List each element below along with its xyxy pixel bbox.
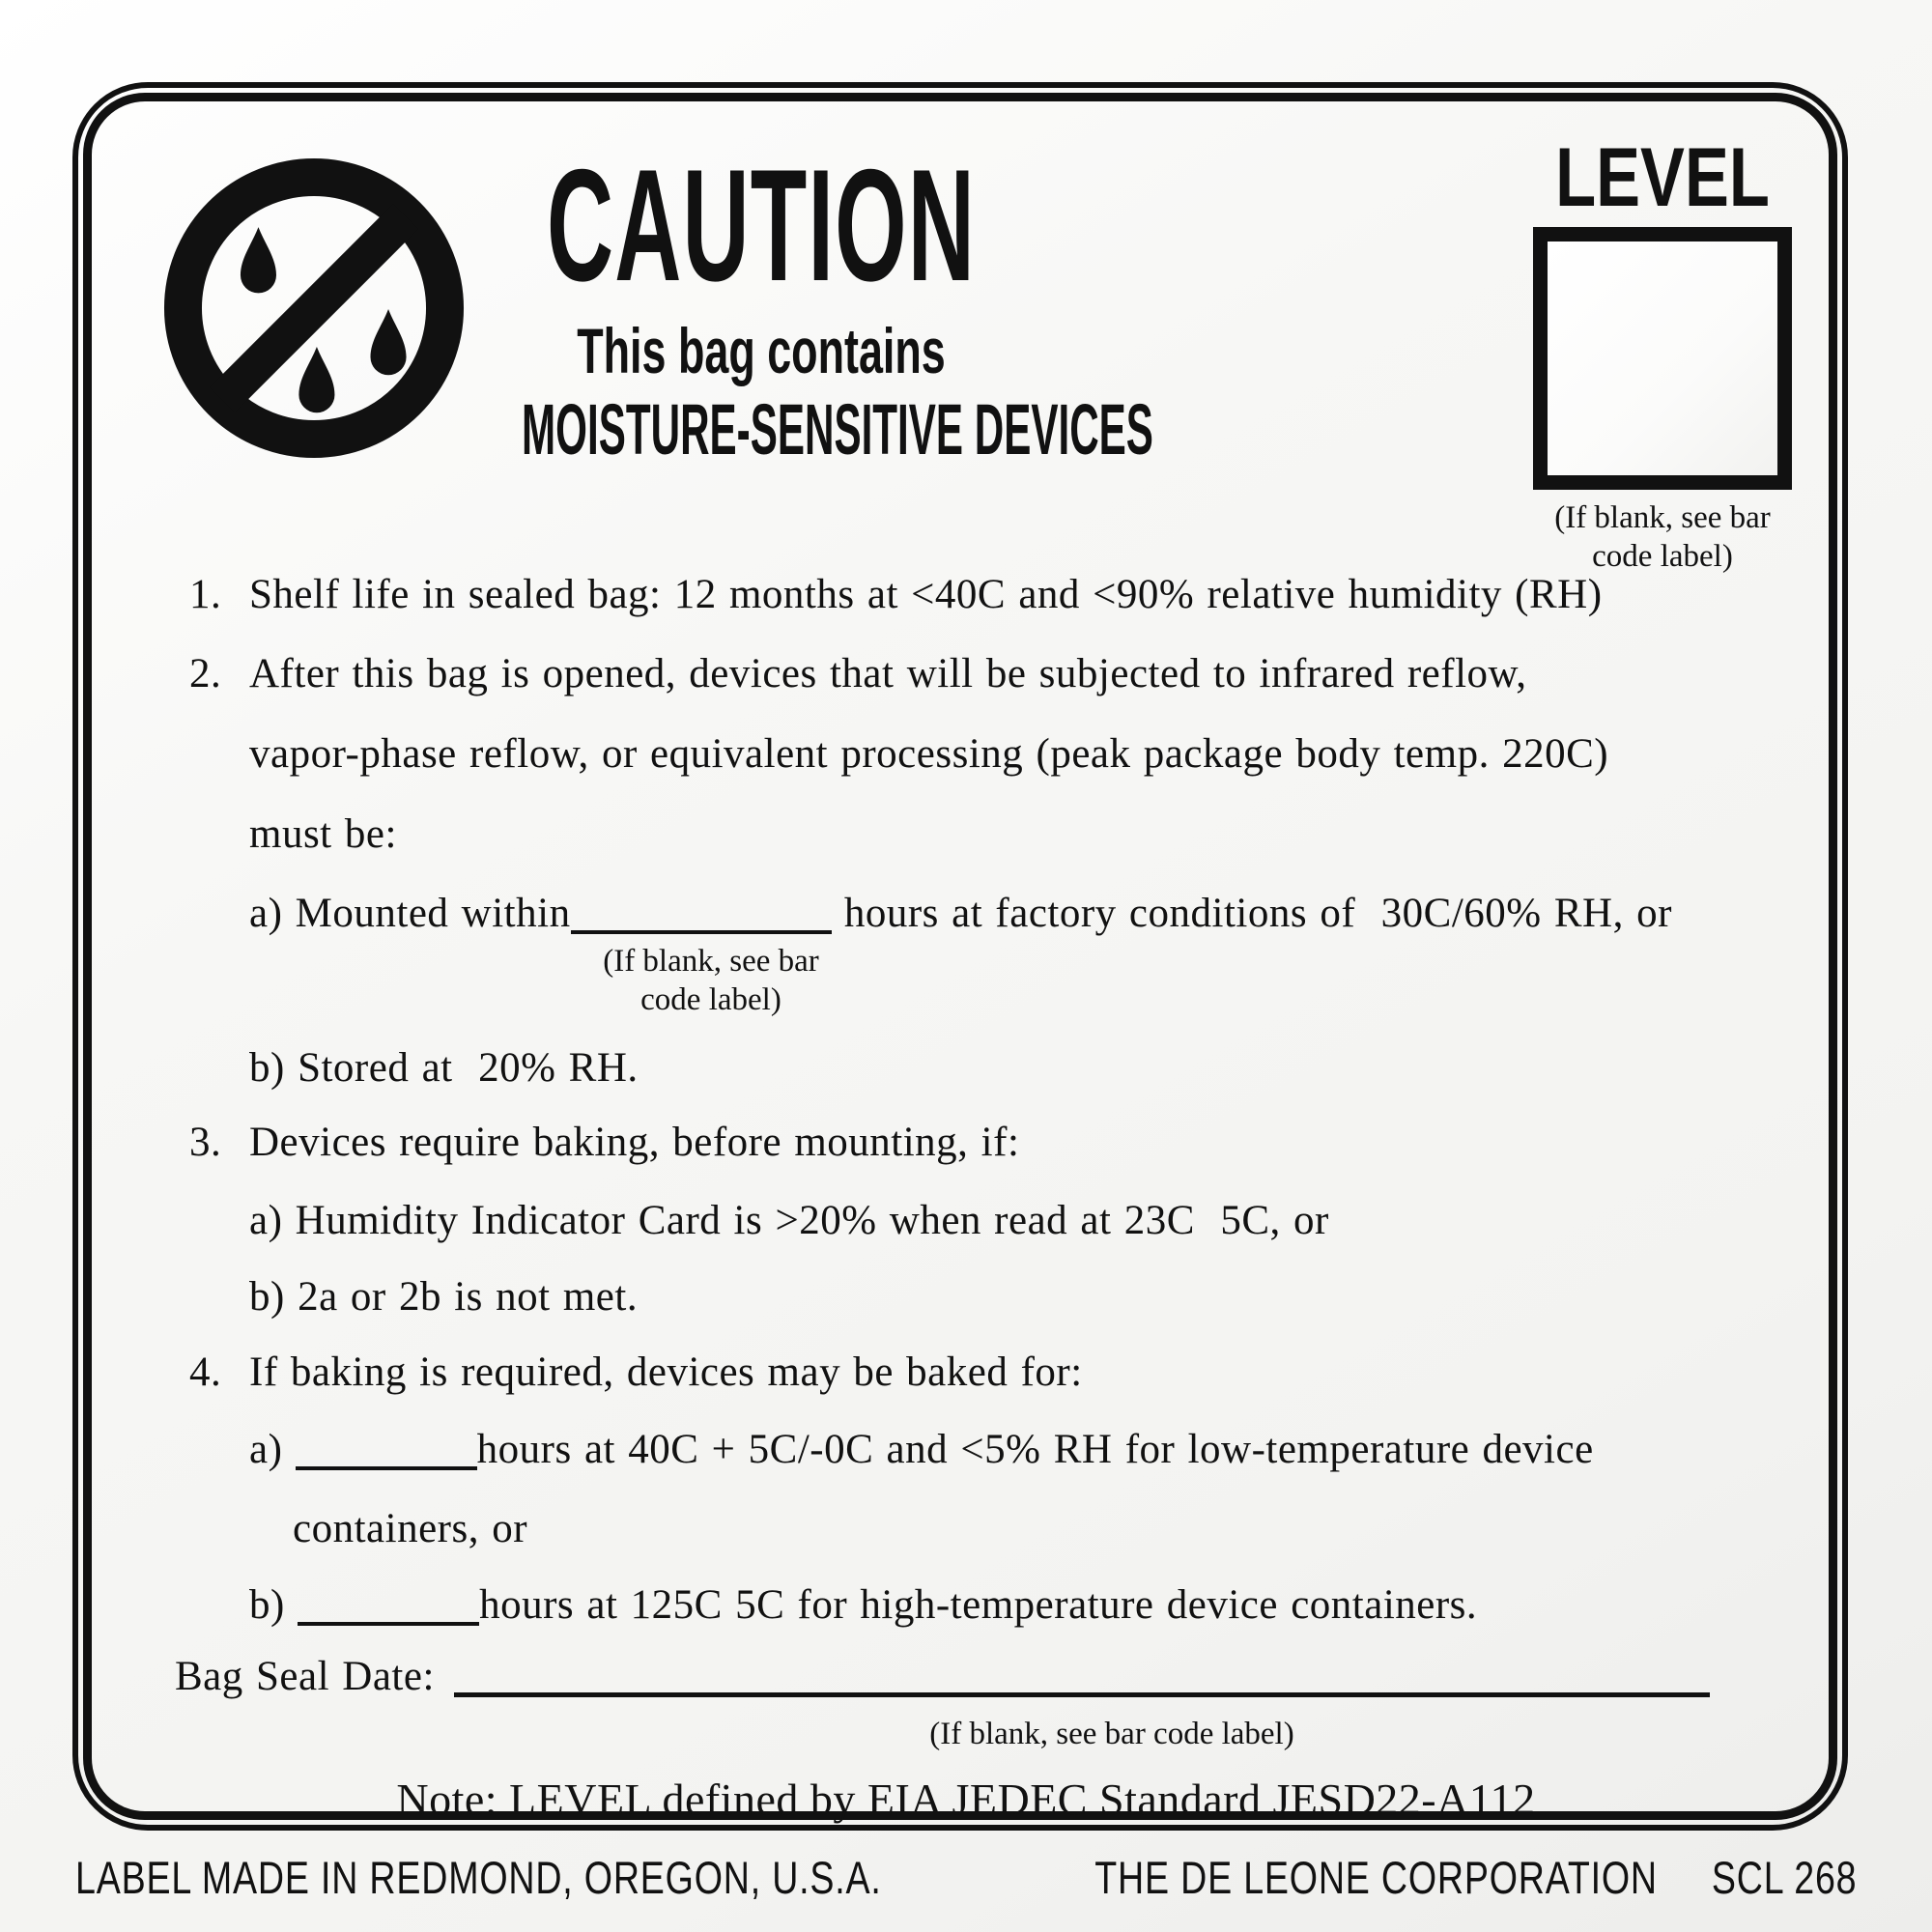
item4a-prefix: a) [249, 1427, 296, 1472]
bag-seal-caption [822, 1716, 1402, 1754]
level-caption [1440, 499, 1885, 576]
list-item-3b [249, 1273, 638, 1321]
item4-text: If baking is required, devices may be baked for: [249, 1350, 1083, 1395]
caution-subtitle: This bag contains [577, 315, 946, 386]
jedec-note [78, 1774, 1854, 1825]
list-item-4a-line2 [293, 1505, 527, 1552]
item4b-suffix: hours at 125C 5C for high-temperature device containers. [479, 1582, 1478, 1628]
level-caption-line2: code label) [1592, 538, 1733, 574]
water-drop-icon [298, 347, 334, 412]
level-section [1440, 131, 1885, 576]
item1-text: Shelf life in sealed bag: 12 months at <40C and <90% relative humidity (RH) [249, 572, 1603, 617]
mount-hours-caption-line2: code label) [640, 981, 781, 1017]
item4a-suffix: hours at 40C + 5C/-0C and <5% RH for low-temperature device [476, 1427, 1594, 1472]
footer-company: THE DE LEONE CORPORATION [1094, 1852, 1658, 1903]
level-label: LEVEL [1555, 131, 1770, 224]
item2-number: 2. [189, 651, 222, 696]
high-temp-hours-blank-field [298, 1622, 479, 1626]
item2b-text: b) Stored at 20% RH. [249, 1045, 639, 1091]
water-drop-icon [241, 227, 276, 293]
bag-seal-date-row [175, 1653, 1710, 1700]
mount-hours-caption [513, 943, 909, 1019]
list-item-3a [249, 1197, 1329, 1244]
header [341, 136, 1181, 469]
item2-line2: vapor-phase reflow, or equivalent processing (peak package body temp. 220C) [249, 731, 1609, 777]
item4b-prefix: b) [249, 1582, 298, 1628]
item1-number: 1. [189, 572, 222, 617]
list-item-2-line2 [249, 730, 1608, 778]
list-item-3 [189, 1119, 1019, 1166]
item2a-prefix: a) Mounted within [249, 891, 571, 936]
list-item-2 [189, 650, 1527, 697]
level-caption-line1: (If blank, see bar [1554, 500, 1771, 535]
msd-caution-label [72, 82, 1848, 1831]
low-temp-hours-blank-field [296, 1466, 477, 1470]
bag-seal-caption-text: (If blank, see bar code label) [929, 1717, 1294, 1751]
footer-part-code: SCL 268 [1711, 1852, 1857, 1903]
item2a-suffix: hours at factory conditions of 30C/60% RH, or [831, 891, 1672, 936]
list-item-4b [249, 1581, 1477, 1629]
list-item-4a [249, 1426, 1594, 1473]
jedec-note-text: Note: LEVEL defined by EIA JEDEC Standard JESD22-A112 [396, 1775, 1536, 1824]
item3-number: 3. [189, 1120, 222, 1165]
mount-hours-caption-line1: (If blank, see bar [603, 944, 819, 979]
item3-text: Devices require baking, before mounting, if: [249, 1120, 1020, 1165]
item3b-text: b) 2a or 2b is not met. [249, 1274, 639, 1320]
mount-hours-blank-field [571, 930, 832, 934]
caution-title: CAUTION [546, 136, 977, 314]
footer-company-row [1094, 1851, 1857, 1904]
caution-warning: MOISTURE-SENSITIVE DEVICES [522, 389, 1153, 469]
item2-line3: must be: [249, 811, 397, 857]
list-item-4 [189, 1349, 1083, 1396]
item2-line1: After this bag is opened, devices that will be subjected to infrared reflow, [249, 651, 1527, 696]
item4-number: 4. [189, 1350, 222, 1395]
bag-seal-date-label: Bag Seal Date: [175, 1654, 435, 1699]
list-item-2b [249, 1044, 639, 1092]
bag-seal-date-blank-field [454, 1692, 1710, 1697]
item4a-line2: containers, or [293, 1506, 528, 1551]
list-item-2-line3 [249, 810, 397, 858]
level-box [1533, 227, 1792, 490]
footer-made-in: LABEL MADE IN REDMOND, OREGON, U.S.A. [75, 1852, 882, 1903]
list-item-2a [249, 890, 1672, 937]
item3a-text: a) Humidity Indicator Card is >20% when read at 23C 5C, or [249, 1198, 1329, 1243]
list-item-1 [189, 571, 1603, 618]
